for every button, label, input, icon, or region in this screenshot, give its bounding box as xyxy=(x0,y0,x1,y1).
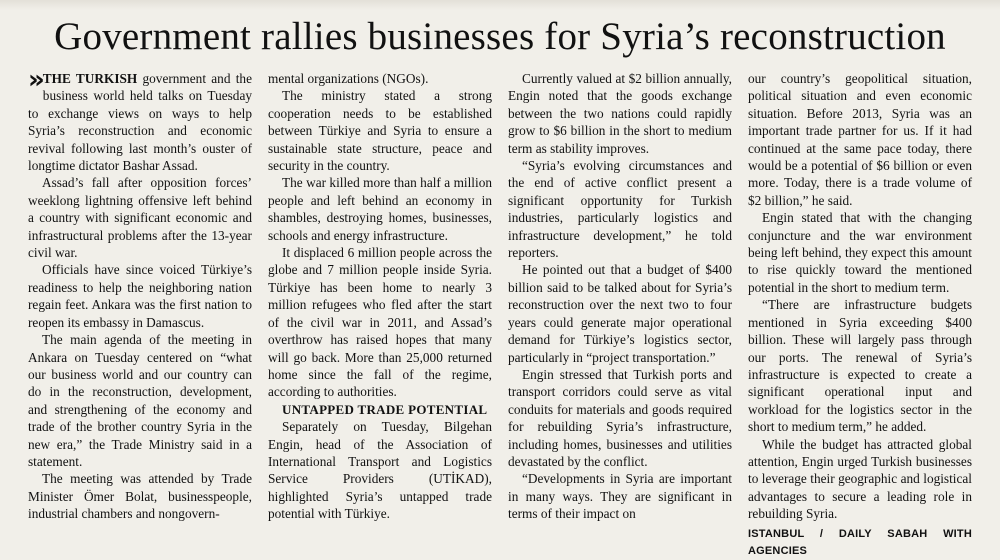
column-4 xyxy=(748,70,972,557)
paragraph: While the budget has attracted global attention, Engin urged Turkish businesses to leverage their geographic and logistical advantages to secure a leading role in rebuilding Syria. xyxy=(748,436,972,522)
byline: ISTANBUL / DAILY SABAH WITH AGENCIES xyxy=(748,527,972,557)
lead-paragraph xyxy=(28,65,252,174)
article-body xyxy=(28,65,972,557)
paragraph-continued: mental organizations (NGOs). xyxy=(268,71,429,86)
paragraph: The war killed more than half a million people and left behind an economy in shambles, destroying homes, businesses, schools and energy infrastructure. xyxy=(268,175,492,243)
paragraph: Officials have since voiced Türkiye’s readiness to help the neighboring nation regain feet. Ankara was the first nation to reopen its embassy in Damascus. xyxy=(28,262,252,330)
paragraph: “There are infrastructure budgets mentioned in Syria exceeding $400 billion. These will largely pass through our ports. The renewal of Syria’s infrastructure is expected to create a significant operational input and workload for the logistics sector in the short to medium term,” he added. xyxy=(748,297,972,435)
lead-text: government and the business world held talks on Tuesday to exchange views on ways to help Syria’s reconstruction and economic revival following last month’s ouster of longtime dictator Bashar Assad. xyxy=(28,71,252,174)
previous-page-bleed xyxy=(0,0,1000,10)
column-2 xyxy=(268,70,492,530)
paragraph: Engin stated that with the changing conjuncture and the war environment being left behind, they expect this amount to rise quickly toward the mentioned potential in the short to medium term. xyxy=(748,210,972,295)
lead-caps: THE TURKISH xyxy=(42,71,138,86)
article-headline: Government rallies businesses for Syria’s reconstruction xyxy=(54,15,946,58)
paragraph: “Syria’s evolving circumstances and the end of active conflict present a significant opportunity for Turkish industries, particularly logistics and infrastructure development,” he told reporters. xyxy=(508,158,732,261)
paragraph: “Developments in Syria are important in many ways. They are significant in terms of their impact on xyxy=(508,471,732,522)
paragraph: He pointed out that a budget of $400 billion said to be talked about for Syria’s reconstruction over the next two to four years could generate major operational demand for Türkiye’s logistics sector, particularly in “project transportation.” xyxy=(508,262,732,365)
paragraph: Engin stressed that Turkish ports and transport corridors could serve as vital conduits for materials and goods required for rebuilding Syria’s infrastructure, including homes, businesses and utilities devastated by the conflict. xyxy=(508,366,732,469)
paragraph: Assad’s fall after opposition forces’ weeklong lightning offensive left behind a country with significant economic and infrastructural problems after the 13-year civil war. xyxy=(28,175,252,261)
column-3 xyxy=(508,70,732,530)
section-subhead: UNTAPPED TRADE POTENTIAL xyxy=(282,401,488,417)
paragraph: Currently valued at $2 billion annually, Engin noted that the goods exchange between the two nations could rapidly grow to $6 billion in the short to medium term as stability improves. xyxy=(508,71,732,156)
paragraph: The main agenda of the meeting in Ankara on Tuesday centered on “what our business world and our country can do in the reconstruction, development, and strengthening of the economy and trade of the brother country Syria in the new era,” the Trade Ministry said in a statement. xyxy=(28,332,252,469)
paragraph: The ministry stated a strong cooperation needs to be established between Türkiye and Syria to ensure a sustainable state structure, peace and security in the country. xyxy=(268,88,492,174)
paragraph: It displaced 6 million people across the globe and 7 million people inside Syria. Türkiye has been home to nearly 3 million refugees who fled after the start of the civil war in 2011, and Assad’s overthrow has raised hopes that many will go back. More than 25,000 returned home since the fall of the regime, according to authorities. xyxy=(268,245,492,400)
paragraph-continued: our country’s geopolitical situation, political situation and even economic situation. Before 2013, Syria was an important trade partner for us. If it had continued at the same pace today, there would be a potential of $6 billion or even more. Today, there is a trade volume of $2 billion,” he said. xyxy=(748,71,972,208)
paragraph: Separately on Tuesday, Bilgehan Engin, head of the Association of International Transport and Logistics Service Providers (UTİKAD), highlighted Syria’s untapped trade potential with Türkiye. xyxy=(268,419,492,522)
double-chevron-right-icon: » xyxy=(28,65,39,95)
paragraph: The meeting was attended by Trade Minister Ömer Bolat, businesspeople, industrial chambers and nongovern- xyxy=(28,471,252,522)
column-1 xyxy=(28,65,252,530)
